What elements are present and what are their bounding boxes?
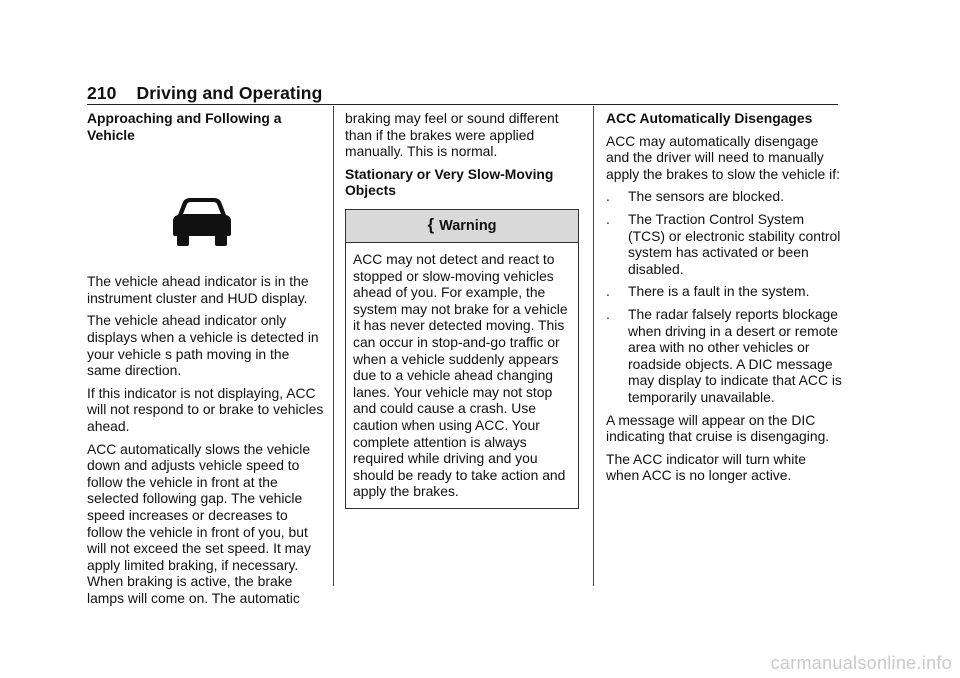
paragraph: ACC automatically slows the vehicle down and adjusts vehicle speed to follow the vehicle in front at the selected following gap. The vehicle speed increases or decreases to follow the vehicle in front of you, but will not exceed the set speed. It may apply limited braking, if necessary. When braking is active, the brake lamps will come on. The automatic	[87, 440, 311, 606]
paragraph: If this indicator is not displaying, ACC will not respond to or brake to vehicles ahead.	[87, 384, 324, 434]
warning-box	[345, 209, 579, 509]
section-title: Driving and Operating	[136, 83, 323, 103]
list-item-text: There is a fault in the system.	[628, 283, 810, 300]
warning-header	[346, 210, 578, 243]
paragraph: A message will appear on the DIC indicating that cruise is disengaging.	[606, 411, 830, 445]
column-3	[606, 110, 842, 490]
list-item-text: The radar falsely reports blockage when driving in a desert or remote area with no other vehicles or roadside objects. A DIC message may display to indicate that ACC is temporarily unavailable.	[628, 305, 842, 405]
column-divider-1	[333, 106, 334, 586]
heading-acc-disengages: ACC Automatically Disengages	[606, 110, 813, 126]
car-front-icon	[171, 197, 233, 247]
header-rule	[87, 104, 838, 105]
heading-stationary-objects: Stationary or Very Slow-Moving Objects	[345, 165, 554, 199]
paragraph-intro: ACC may automatically disengage and the driver will need to manually apply the brakes to slow the vehicle if:	[606, 132, 840, 182]
watermark[interactable]: carmanualsonline.info	[770, 653, 952, 673]
page-header	[87, 83, 322, 104]
column-divider-2	[593, 106, 594, 586]
list-item	[606, 188, 842, 205]
list-item-text: The Traction Control System (TCS) or electronic stability control system has activated or been disabled.	[628, 210, 841, 277]
bullet-marker: .	[606, 210, 610, 227]
paragraph: The ACC indicator will turn white when ACC is no longer active.	[606, 450, 806, 484]
column-1	[87, 110, 327, 612]
bullet-marker: .	[606, 305, 610, 322]
paragraph-continued: braking may feel or sound different than if the brakes were applied manually. This is normal.	[345, 110, 559, 160]
heading-approaching: Approaching and Following a Vehicle	[87, 110, 282, 143]
column-2	[345, 110, 581, 509]
list-item	[606, 306, 842, 406]
paragraph: The vehicle ahead indicator is in the instrument cluster and HUD display.	[87, 273, 309, 306]
warning-body: ACC may not detect and react to stopped or slow-moving vehicles ahead of you. For example, the system may not brake for a vehicle it has never detected moving. This can occur in stop-and-go traffic or when a vehicle suddenly appears due to a vehicle ahead changing lanes. Your vehicle may not stop and could cause a crash. Use caution when using ACC. Your complete attention is always required while driving and you should be ready to take action and apply the brakes.	[353, 250, 568, 500]
list-item	[606, 211, 842, 277]
warning-triangle-icon: {	[427, 214, 435, 234]
bullet-list	[606, 188, 842, 405]
bullet-marker: .	[606, 283, 610, 300]
list-item	[606, 283, 842, 300]
warning-title: Warning	[439, 217, 497, 234]
page-number: 210	[87, 83, 117, 103]
bullet-marker: .	[606, 188, 610, 205]
list-item-text: The sensors are blocked.	[628, 188, 784, 205]
paragraph: The vehicle ahead indicator only displays when a vehicle is detected in your vehicle s path moving in the same direction.	[87, 312, 319, 379]
